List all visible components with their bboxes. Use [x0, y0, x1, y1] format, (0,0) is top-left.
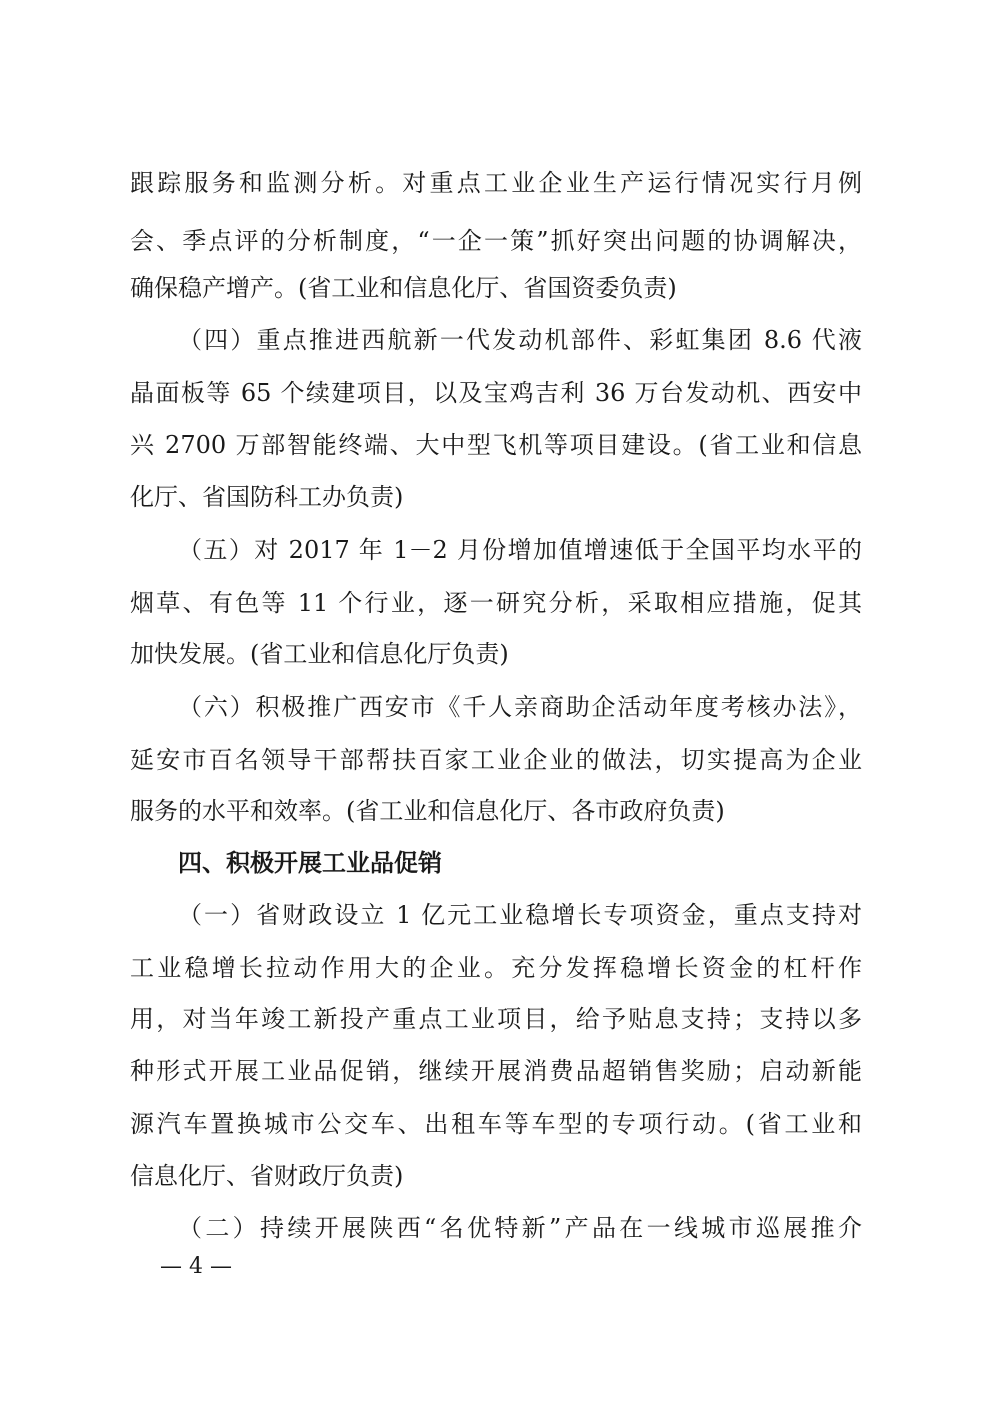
text-line: 源汽车置换城市公交车、出租车等车型的专项行动。(省工业和 [130, 1110, 862, 1138]
text-line: 用，对当年竣工新投产重点工业项目，给予贴息支持；支持以多 [130, 1005, 862, 1033]
text-line: 确保稳产增产。(省工业和信息化厅、省国资委负责) [130, 274, 677, 302]
section-heading: 四、积极开展工业品促销 [178, 849, 442, 877]
text-line: 晶面板等 65 个续建项目，以及宝鸡吉利 36 万台发动机、西安中 [130, 379, 862, 407]
text-line: 兴 2700 万部智能终端、大中型飞机等项目建设。(省工业和信息 [130, 431, 862, 459]
paragraph-first-line: （二）持续开展陕西“名优特新”产品在一线城市巡展推介 [178, 1214, 862, 1242]
text-line: 化厅、省国防科工办负责) [130, 483, 404, 511]
paragraph-first-line: （四）重点推进西航新一代发动机部件、彩虹集团 8.6 代液 [178, 326, 862, 354]
text-line: 延安市百名领导干部帮扶百家工业企业的做法，切实提高为企业 [130, 746, 862, 774]
text-line: 加快发展。(省工业和信息化厅负责) [130, 640, 509, 668]
text-line: 服务的水平和效率。(省工业和信息化厅、各市政府负责) [130, 797, 725, 825]
text-line: 信息化厅、省财政厅负责) [130, 1162, 404, 1190]
text-line: 跟踪服务和监测分析。对重点工业企业生产运行情况实行月例 [130, 169, 862, 197]
text-line: 工业稳增长拉动作用大的企业。充分发挥稳增长资金的杠杆作 [130, 954, 862, 982]
paragraph-first-line: （五）对 2017 年 1－2 月份增加值增速低于全国平均水平的 [178, 536, 862, 564]
text-line: 烟草、有色等 11 个行业，逐一研究分析，采取相应措施，促其 [130, 589, 862, 617]
page-number: — 4 — [160, 1254, 232, 1279]
text-line: 会、季点评的分析制度，“一企一策”抓好突出问题的协调解决， [130, 227, 862, 255]
text-line: 种形式开展工业品促销，继续开展消费品超销售奖励；启动新能 [130, 1057, 862, 1085]
paragraph-first-line: （一）省财政设立 1 亿元工业稳增长专项资金，重点支持对 [178, 901, 862, 929]
paragraph-first-line: （六）积极推广西安市《千人亲商助企活动年度考核办法》， [178, 693, 862, 721]
